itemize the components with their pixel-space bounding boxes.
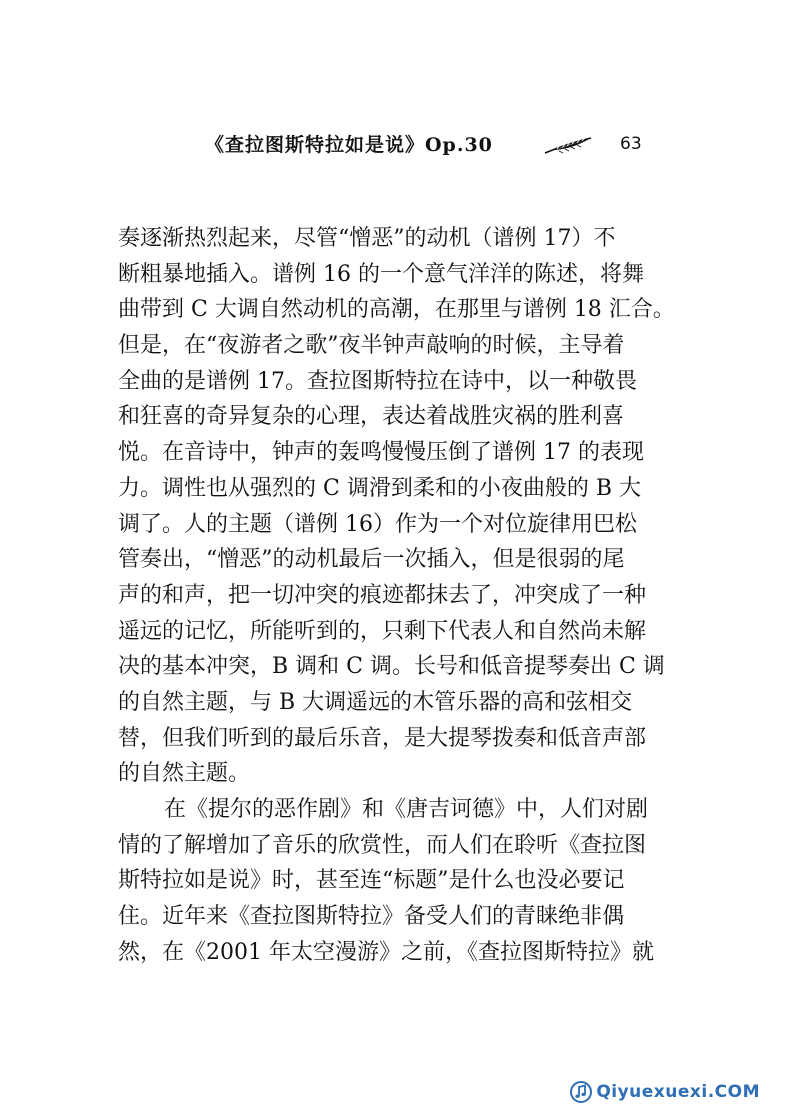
text-line: 全曲的是谱例 17。查拉图斯特拉在诗中，以一种敬畏 (118, 368, 637, 394)
text-line: 住。近年来《查拉图斯特拉》备受人们的青睐绝非偶 (118, 904, 625, 930)
text-line: 替，但我们听到的最后乐音，是大提琴拨奏和低音声部 (118, 725, 647, 751)
text-line: 和狂喜的奇异复杂的心理，表达着战胜灾祸的胜利喜 (118, 404, 625, 430)
text-line: 曲带到 C 大调自然动机的高潮，在那里与谱例 18 汇合。 (118, 297, 675, 323)
running-header-title: 《查拉图斯特拉如是说》Op.30 (205, 134, 493, 156)
page-number: 63 (620, 134, 642, 154)
running-header (0, 126, 794, 166)
text-line: 遥远的记忆，所能听到的，只剩下代表人和自然尚未解 (118, 618, 647, 644)
text-line: 斯特拉如是说》时，甚至连“标题”是什么也没必要记 (118, 868, 625, 894)
paragraph (118, 221, 688, 792)
text-line: 声的和声，把一切冲突的痕迹都抹去了，冲突成了一种 (118, 582, 647, 608)
watermark-text: Qiyuexuexi.COM (596, 1082, 760, 1102)
feather-ornament-icon (543, 136, 593, 156)
text-line: 调了。人的主题（谱例 16）作为一个对位旋律用巴松 (118, 511, 637, 537)
paragraph (118, 792, 688, 970)
text-line: 情的了解增加了音乐的欣赏性，而人们在聆听《查拉图 (118, 832, 647, 858)
text-line: 管奏出，“憎恶”的动机最后一次插入，但是很弱的尾 (118, 547, 625, 573)
music-note-logo-icon (570, 1081, 592, 1103)
text-line: 的自然主题。 (118, 761, 251, 787)
body-text (118, 221, 688, 970)
text-line: 但是，在“夜游者之歌”夜半钟声敲响的时候，主导着 (118, 333, 625, 359)
text-line: 断粗暴地插入。谱例 16 的一个意气洋洋的陈述，将舞 (118, 261, 644, 287)
text-line: 的自然主题，与 B 大调遥远的木管乐器的高和弦相交 (118, 689, 633, 715)
text-line: 力。调性也从强烈的 C 调滑到柔和的小夜曲般的 B 大 (118, 475, 641, 501)
watermark (570, 1080, 760, 1104)
text-line: 悦。在音诗中，钟声的轰鸣慢慢压倒了谱例 17 的表现 (118, 440, 644, 466)
text-line: 奏逐渐热烈起来，尽管“憎恶”的动机（谱例 17）不 (118, 226, 616, 251)
text-line: 然，在《2001 年太空漫游》之前，《查拉图斯特拉》就 (118, 939, 654, 965)
text-line: 在《提尔的恶作剧》和《唐吉诃德》中，人们对剧 (164, 797, 649, 822)
text-line: 决的基本冲突，B 调和 C 调。长号和低音提琴奏出 C 调 (118, 654, 665, 680)
